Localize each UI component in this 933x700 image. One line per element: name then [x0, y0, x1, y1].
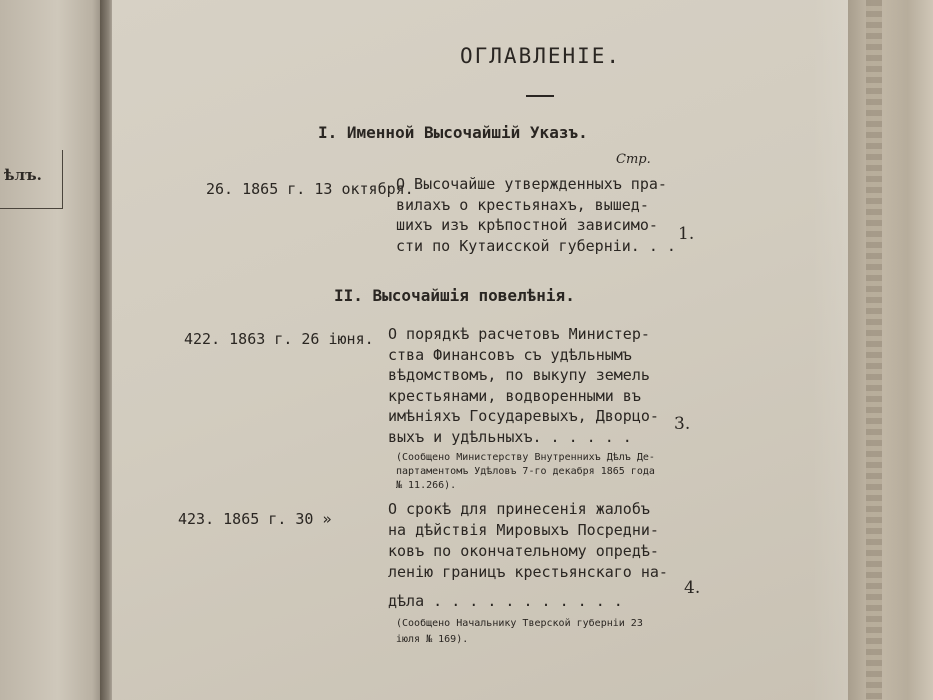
entry-line: выхъ и удѣльныхъ. . . . . . — [388, 428, 632, 446]
entry-line: шихъ изъ крѣпостной зависимо- — [396, 216, 658, 234]
book-edge — [848, 0, 933, 700]
entry-line: на дѣйствiя Мировыхъ Посредни- — [388, 521, 659, 539]
entry-line: О Высочайше утвержденныхъ пра- — [396, 175, 667, 193]
section-2-heading: II. Высочайшiя повелѣнiя. — [334, 286, 575, 305]
page-column-label: Стр. — [616, 152, 651, 167]
entry-line: О порядкѣ расчетовъ Министер- — [388, 325, 650, 343]
entry-line: вилахъ о крестьянахъ, вышед- — [396, 196, 649, 214]
entry-note: партаментомъ Удѣловъ 7-го декабря 1865 года — [396, 466, 655, 477]
entry-line: имѣнiяхъ Государевыхъ, Дворцо- — [388, 407, 659, 425]
entry-line: дѣла . . . . . . . . . . . — [388, 592, 623, 610]
entry-date: 423. 1865 г. 30 » — [178, 510, 332, 528]
entry-page-number: 1. — [678, 224, 695, 244]
page-stack-edge — [866, 0, 882, 700]
page-title: ОГЛАВЛЕНIЕ. — [460, 44, 622, 68]
left-page — [0, 0, 105, 700]
entry-line: ленiю границъ крестьянскаго на- — [388, 563, 668, 581]
entry-line: сти по Кутаисской губернiи. . . — [396, 237, 676, 255]
entry-line: ковъ по окончательному опредѣ- — [388, 542, 659, 560]
section-1-heading: I. Именной Высочайшiй Указъ. — [318, 123, 588, 142]
entry-note: (Сообщено Министерству Внутреннихъ Дѣлъ Де- — [396, 452, 655, 463]
entry-line: вѣдомствомъ, по выкупу земель — [388, 366, 650, 384]
entry-page-number: 3. — [674, 414, 691, 434]
left-page-fragment: ѣлъ. — [4, 166, 42, 184]
contents-page — [112, 0, 850, 700]
entry-line: крестьянами, водворенными въ — [388, 387, 641, 405]
entry-line: О срокѣ для принесенiя жалобъ — [388, 500, 650, 518]
title-rule — [526, 95, 554, 97]
entry-date: 422. 1863 г. 26 iюня. — [184, 330, 374, 348]
entry-note: № 11.266). — [396, 480, 457, 491]
entry-note: iюля № 169). — [396, 634, 469, 645]
entry-page-number: 4. — [684, 578, 701, 598]
entry-line: ства Финансовъ съ удѣльнымъ — [388, 346, 632, 364]
entry-note: (Сообщено Начальнику Тверской губернiи 23 — [396, 618, 643, 629]
entry-date: 26. 1865 г. 13 октября. — [206, 180, 414, 198]
